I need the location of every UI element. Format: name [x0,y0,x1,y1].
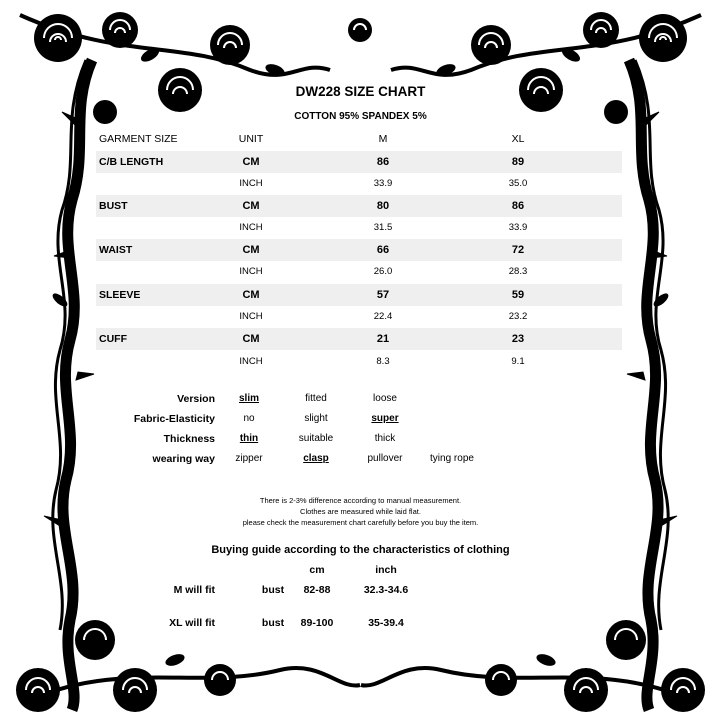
table-row [96,261,622,283]
option-super: super [371,413,399,424]
option-thin: thin [239,433,259,444]
buying-guide-title: Buying guide according to the characteristics of clothing [211,544,510,556]
option-thick: thick [374,433,396,444]
measurement-name: WAIST [99,244,133,256]
guide-part: bust [261,617,285,629]
note-laid-flat: Clothes are measured while laid flat. [300,507,421,516]
table-row [96,306,622,328]
unit-cell: INCH [239,222,263,233]
table-row [96,351,622,373]
unit-cell: CM [242,156,260,168]
table-row [96,195,622,217]
option-slim: slim [238,393,259,404]
fabric-composition: COTTON 95% SPANDEX 5% [294,111,427,122]
guide-inch-range: 32.3-34.6 [363,584,409,596]
table-row [96,239,622,261]
header-unit: UNIT [238,133,264,145]
option-no: no [243,413,255,424]
guide-col-inch: inch [375,564,397,576]
value-m: 86 [376,156,390,168]
table-row [96,284,622,306]
note-measurement-difference: There is 2-3% difference according to manual measurement. [259,496,462,505]
unit-cell: INCH [239,311,263,322]
attribute-label-fabric-elasticity: Fabric-Elasticity [133,413,215,425]
option-loose: loose [373,393,397,404]
option-suitable: suitable [298,433,334,444]
unit-cell: CM [242,244,260,256]
value-m: 66 [376,244,390,256]
header-size-m: M [378,133,388,145]
value-m: 80 [376,200,390,212]
page-title: DW228 SIZE CHART [295,84,426,99]
unit-cell: CM [242,289,260,301]
guide-cm-range: 89-100 [300,617,334,629]
option-tying-rope: tying rope [430,453,474,464]
value-xl: 59 [511,289,525,301]
measurement-name: C/B LENGTH [99,156,164,168]
value-m: 22.4 [373,311,393,322]
guide-label-m: M will fit [173,584,215,596]
attribute-label-wearing-way: wearing way [152,453,215,465]
unit-cell: INCH [239,266,263,277]
value-m: 8.3 [376,356,390,367]
header-size-xl: XL [511,133,525,145]
value-m: 26.0 [373,266,393,277]
value-m: 57 [376,289,390,301]
value-xl: 28.3 [508,266,528,277]
unit-cell: INCH [239,178,263,189]
value-m: 31.5 [373,222,393,233]
guide-cm-range: 82-88 [303,584,331,596]
option-fitted: fitted [305,393,327,404]
option-pullover: pullover [367,453,403,464]
value-xl: 72 [511,244,525,256]
unit-cell: CM [242,200,260,212]
unit-cell: INCH [239,356,263,367]
measurement-name: SLEEVE [99,289,141,301]
value-xl: 33.9 [508,222,528,233]
value-xl: 9.1 [511,356,525,367]
measurement-name: CUFF [99,333,127,345]
measurement-name: BUST [99,200,128,212]
guide-col-cm: cm [309,564,325,576]
table-row [96,328,622,350]
value-m: 33.9 [373,178,393,189]
unit-cell: CM [242,333,260,345]
value-xl: 35.0 [508,178,528,189]
value-m: 21 [376,333,390,345]
value-xl: 89 [511,156,525,168]
table-row [96,217,622,239]
table-row [96,151,622,173]
value-xl: 23 [511,333,525,345]
guide-inch-range: 35-39.4 [368,617,404,629]
option-slight: slight [304,413,328,424]
attribute-label-version: Version [177,393,215,405]
option-zipper: zipper [235,453,263,464]
guide-part: bust [261,584,285,596]
header-garment-size: GARMENT SIZE [99,133,178,145]
note-check-chart: please check the measurement chart carefully before you buy the item. [242,518,479,527]
table-row [96,173,622,195]
value-xl: 86 [511,200,525,212]
value-xl: 23.2 [508,311,528,322]
attribute-label-thickness: Thickness [163,433,215,445]
option-clasp: clasp [303,453,329,464]
guide-label-xl: XL will fit [169,617,215,629]
